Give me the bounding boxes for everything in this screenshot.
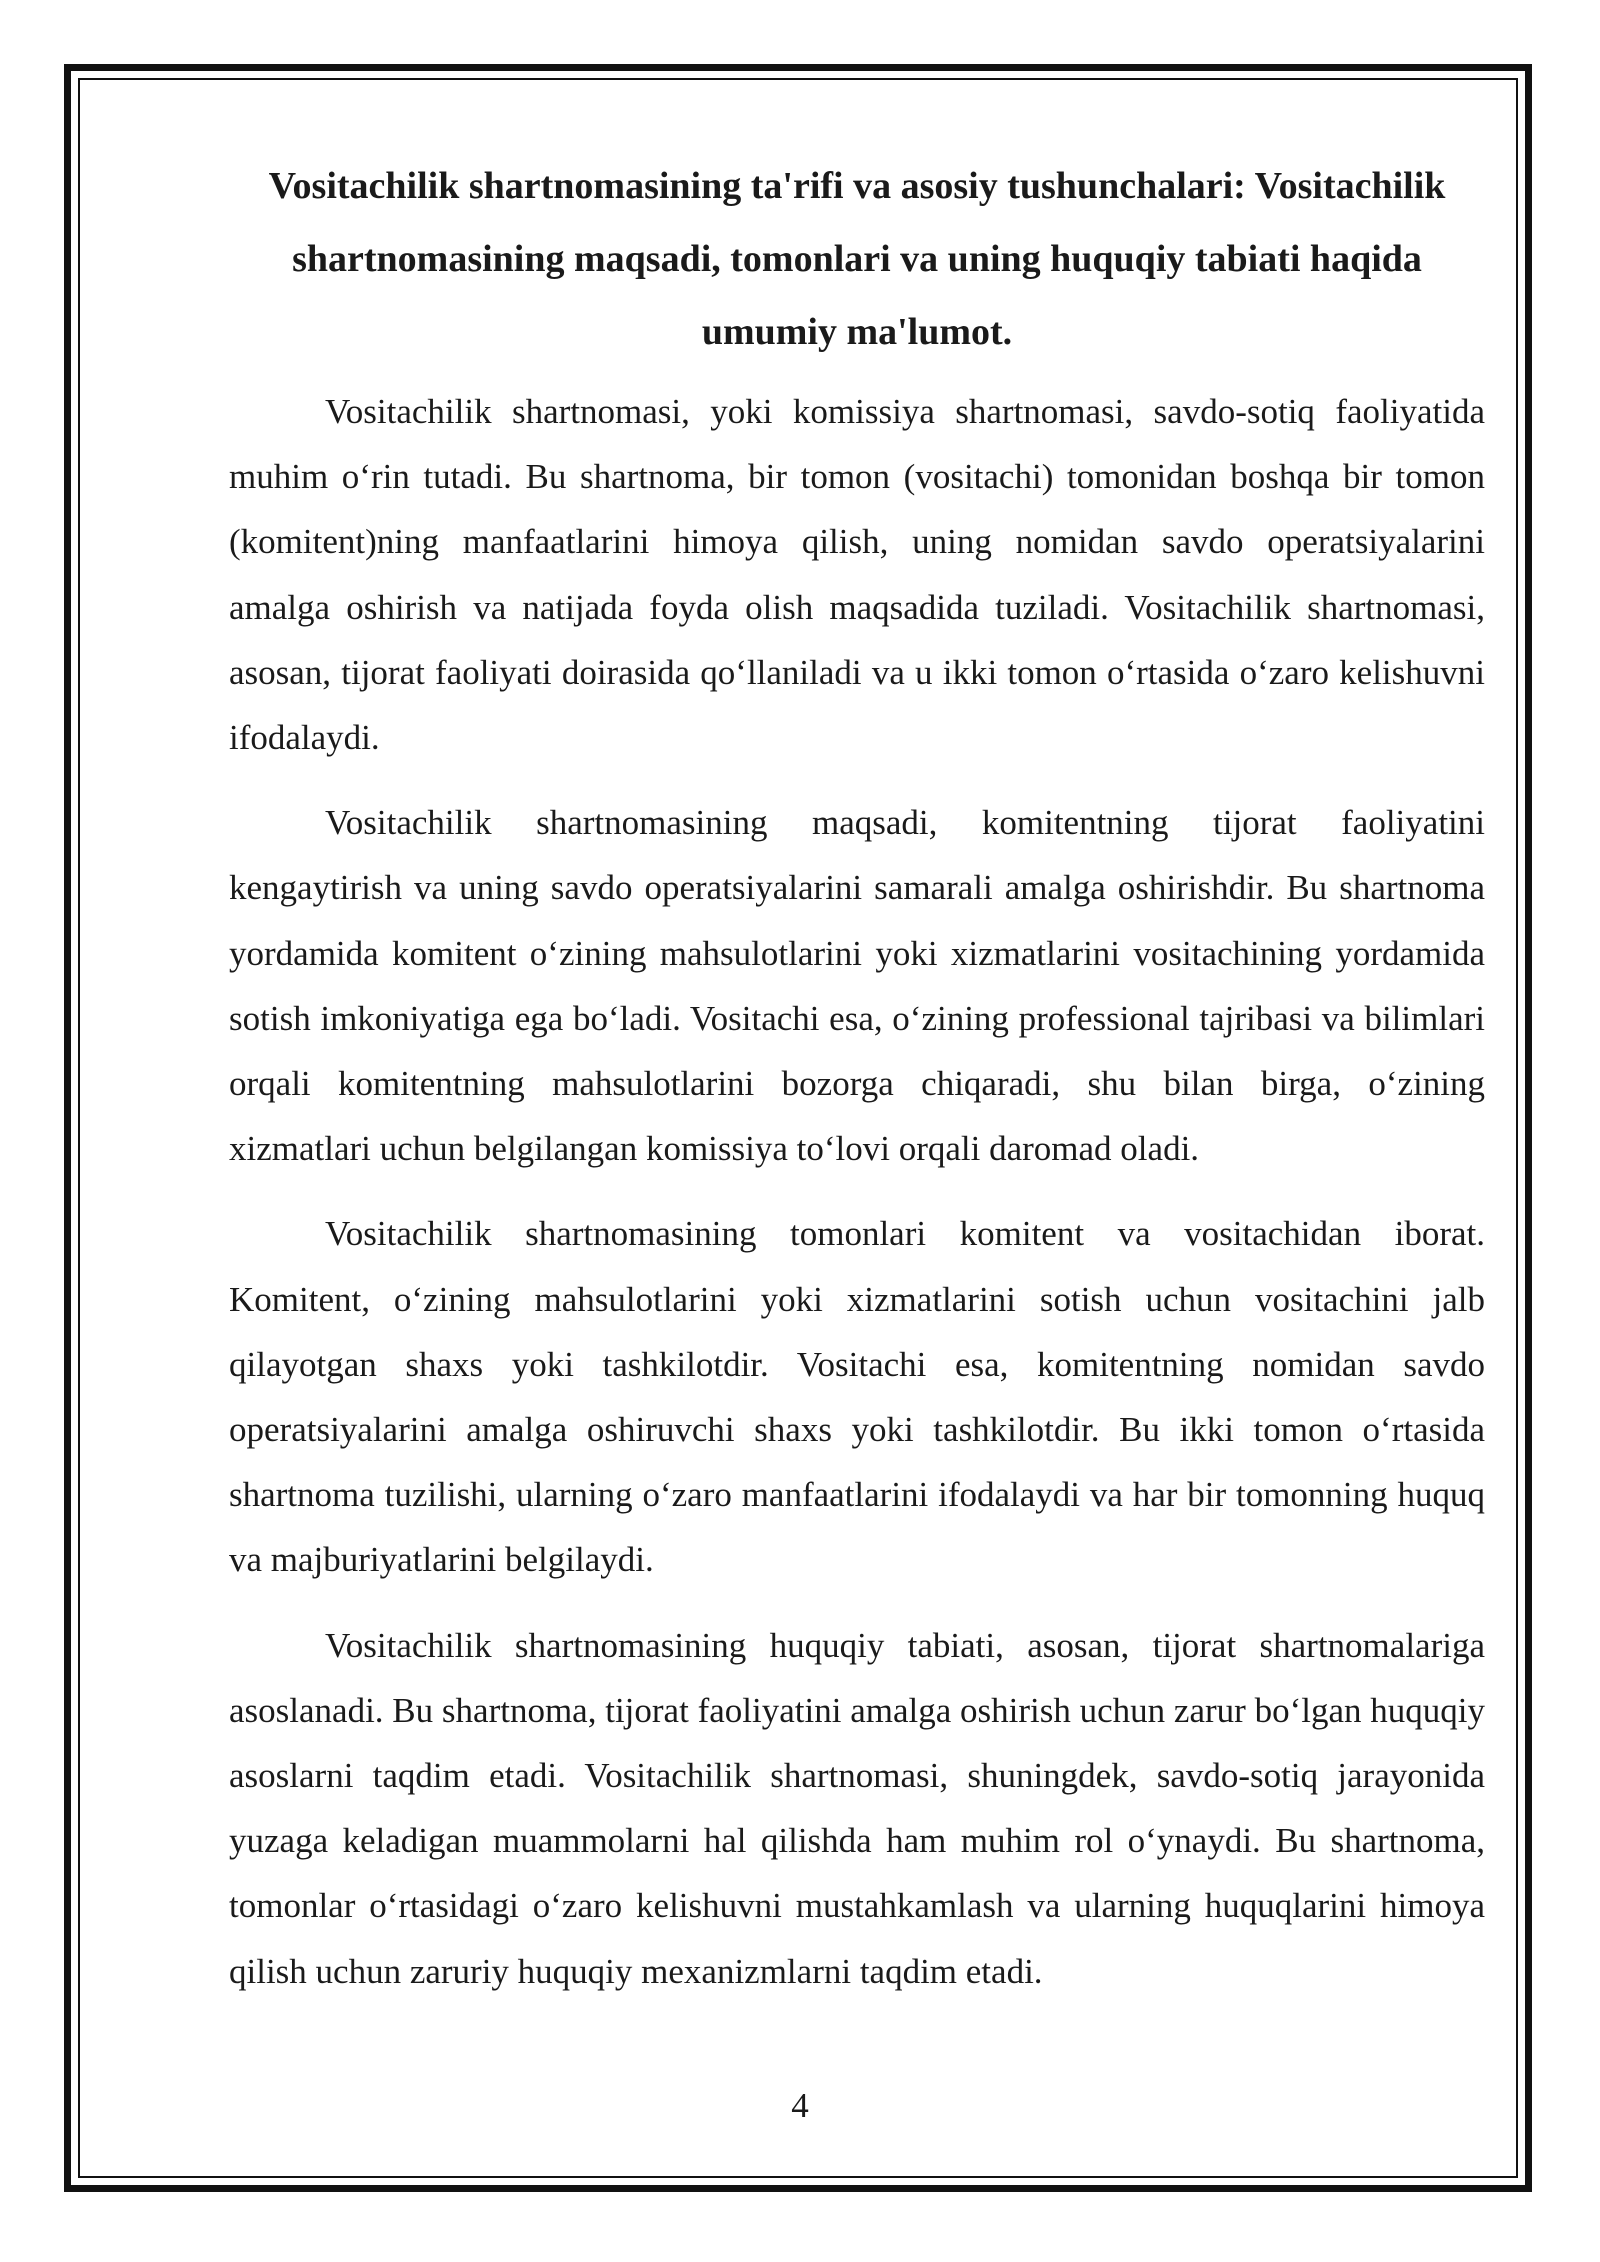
document-title: Vositachilik shartnomasining ta'rifi va asosiy tushunchalari: Vositachilik shartnomasining maqsadi, tomonlari va uning huquqiy tabiati haqida umumiy ma'lumot. — [268, 165, 1446, 353]
page-number: 4 — [791, 2086, 809, 2125]
paragraph-2: Vositachilik shartnomasining maqsadi, komitentning tijorat faoliyatini kengaytirish va uning savdo operatsiyalarini samarali amalga oshirishdir. Bu shartnoma yordamida komitent o‘zining mahsulotlarini yoki xizmatlarini vositachining yordamida sotish imkoniyatiga ega bo‘ladi. Vositachi esa, o‘zining professional tajribasi va bilimlari orqali komitentning mahsulotlarini bozorga chiqaradi, shu bilan birga, o‘zining xizmatlari uchun belgilangan komissiya to‘lovi orqali daromad oladi. — [229, 803, 1485, 1169]
page-content — [229, 150, 1485, 2024]
paragraph-4: Vositachilik shartnomasining huquqiy tabiati, asosan, tijorat shartnomalariga asoslanadi. Bu shartnoma, tijorat faoliyatini amalga oshirish uchun zarur bo‘lgan huquqiy asoslarni taqdim etadi. Vositachilik shartnomasi, shuningdek, savdo-sotiq jarayonida yuzaga keladigan muammolarni hal qilishda ham muhim rol o‘ynaydi. Bu shartnoma, tomonlar o‘rtasidagi o‘zaro kelishuvni mustahkamlash va ularning huquqlarini himoya qilish uchun zaruriy huquqiy mexanizmlarni taqdim etadi. — [229, 1625, 1485, 1991]
paragraph-1: Vositachilik shartnomasi, yoki komissiya shartnomasi, savdo-sotiq faoliyatida muhim o‘rin tutadi. Bu shartnoma, bir tomon (vositachi) tomonidan boshqa bir tomon (komitent)ning manfaatlarini himoya qilish, uning nomidan savdo operatsiyalarini amalga oshirish va natijada foyda olish maqsadida tuziladi. Vositachilik shartnomasi, asosan, tijorat faoliyati doirasida qo‘llaniladi va u ikki tomon o‘rtasida o‘zaro kelishuvni ifodalaydi. — [229, 392, 1485, 758]
paragraph-3: Vositachilik shartnomasining tomonlari komitent va vositachidan iborat. Komitent, o‘zining mahsulotlarini yoki xizmatlarini sotish uchun vositachini jalb qilayotgan shaxs yoki tashkilotdir. Vositachi esa, komitentning nomidan savdo operatsiyalarini amalga oshiruvchi shaxs yoki tashkilotdir. Bu ikki tomon o‘rtasida shartnoma tuzilishi, ularning o‘zaro manfaatlarini ifodalaydi va har bir tomonning huquq va majburiyatlarini belgilaydi. — [229, 1214, 1485, 1580]
